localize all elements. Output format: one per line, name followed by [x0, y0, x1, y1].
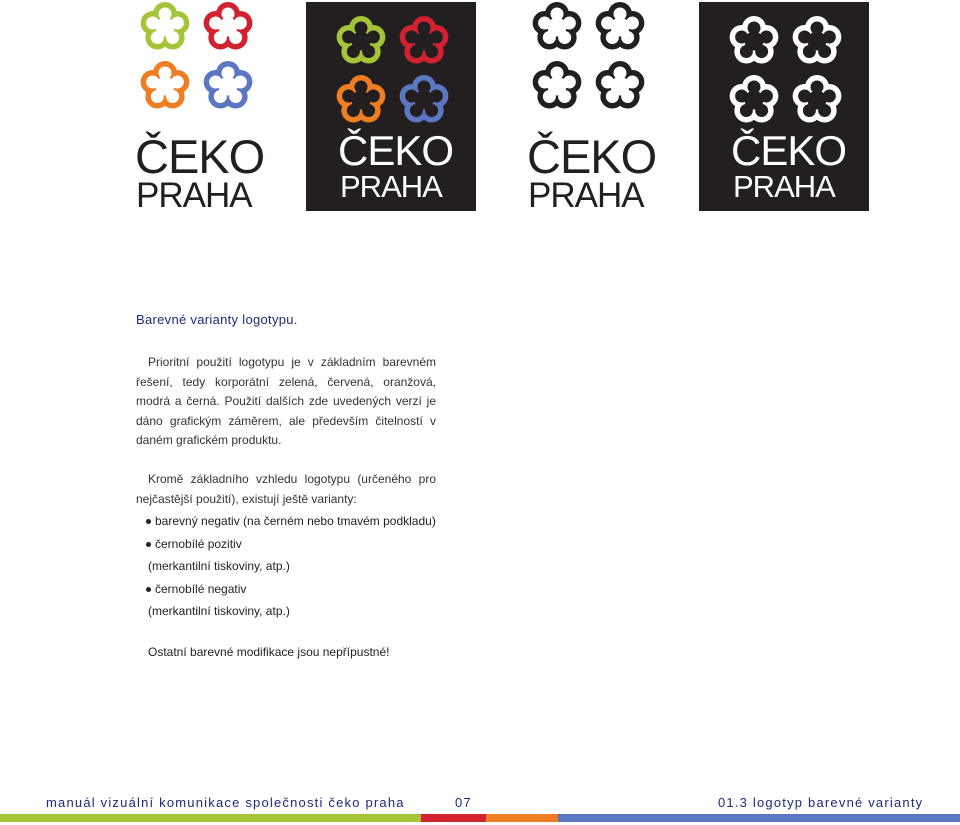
color-stripe-bar: [0, 814, 960, 822]
paragraph-variants: [136, 470, 436, 509]
list-item-text: barevný negativ (na černém nebo tmavém podkladu): [155, 514, 436, 528]
flower-icon: [793, 75, 842, 123]
flower-icon: [793, 16, 842, 64]
logo-color-positive: [130, 0, 265, 215]
stripe-blue: [558, 814, 960, 822]
flower-icon: [730, 16, 779, 64]
variant-list: [148, 510, 436, 623]
flower-icon: [141, 2, 190, 50]
flower-icon: [596, 61, 645, 109]
list-item: [148, 578, 436, 601]
flower-icon: [533, 61, 582, 109]
flower-icon: [337, 16, 386, 64]
list-item-text: černobílé negativ: [155, 581, 247, 596]
list-item: [148, 555, 436, 578]
bullet-icon: [146, 542, 151, 547]
flower-icon: [596, 2, 645, 50]
stripe-green: [0, 814, 421, 822]
flower-icon: [337, 75, 386, 123]
logo-text-praha: PRAHA: [528, 176, 644, 215]
logo-text-ceko: ČEKO: [731, 127, 847, 174]
logo-color-negative: [306, 2, 476, 211]
flower-icon: [533, 2, 582, 50]
closing-note: Ostatní barevné modifikace jsou nepřípustné!: [148, 645, 390, 659]
list-item: [148, 600, 436, 623]
flower-icon-group: [328, 14, 452, 132]
logo-text-ceko: ČEKO: [527, 130, 657, 183]
paragraph-text: Kromě základního vzhledu logotypu (určeného pro nejčastější použití), existují ještě varianty:: [136, 472, 436, 506]
logo-text-praha: PRAHA: [733, 169, 835, 204]
footer-section-title: 01.3 logotyp barevné varianty: [718, 795, 924, 810]
flower-icon: [400, 75, 449, 123]
stripe-orange: [486, 814, 558, 822]
bullet-icon: [146, 519, 151, 524]
flower-icon: [204, 2, 253, 50]
flower-icon: [400, 16, 449, 64]
logo-text-praha: PRAHA: [136, 176, 252, 215]
logo-bw-negative: [699, 2, 869, 211]
list-item-text: (merkantilní tiskoviny, atp.): [148, 559, 290, 573]
list-item-text: černobílé pozitiv: [155, 536, 242, 551]
flower-icon-group: [132, 0, 256, 118]
logo-bw-positive: [522, 0, 657, 215]
flower-icon: [141, 61, 190, 109]
footer-manual-title: manuál vizuální komunikace společnosti čeko praha: [46, 795, 405, 810]
logo-text-ceko: ČEKO: [135, 130, 265, 183]
logo-text-ceko: ČEKO: [338, 127, 454, 174]
stripe-red: [421, 814, 486, 822]
flower-icon: [204, 61, 253, 109]
section-heading: Barevné varianty logotypu.: [136, 312, 298, 327]
flower-icon: [730, 75, 779, 123]
footer-page-number: 07: [455, 795, 472, 810]
list-item: [148, 510, 436, 533]
paragraph-priority: [136, 353, 436, 451]
bullet-icon: [146, 587, 151, 592]
list-item: [148, 533, 436, 556]
list-item-text: (merkantilní tiskoviny, atp.): [148, 604, 290, 618]
paragraph-text: Prioritní použití logotypu je v základním barevném řešení, tedy korporátní zelená, červená, oranžová, modrá a černá. Použití dalších zde uvedených verzí je dáno grafickým záměrem, ale především čitelností v daném grafickém produktu.: [136, 355, 436, 447]
logo-text-praha: PRAHA: [340, 169, 442, 204]
flower-icon-group: [721, 14, 845, 132]
flower-icon-group: [524, 0, 648, 118]
